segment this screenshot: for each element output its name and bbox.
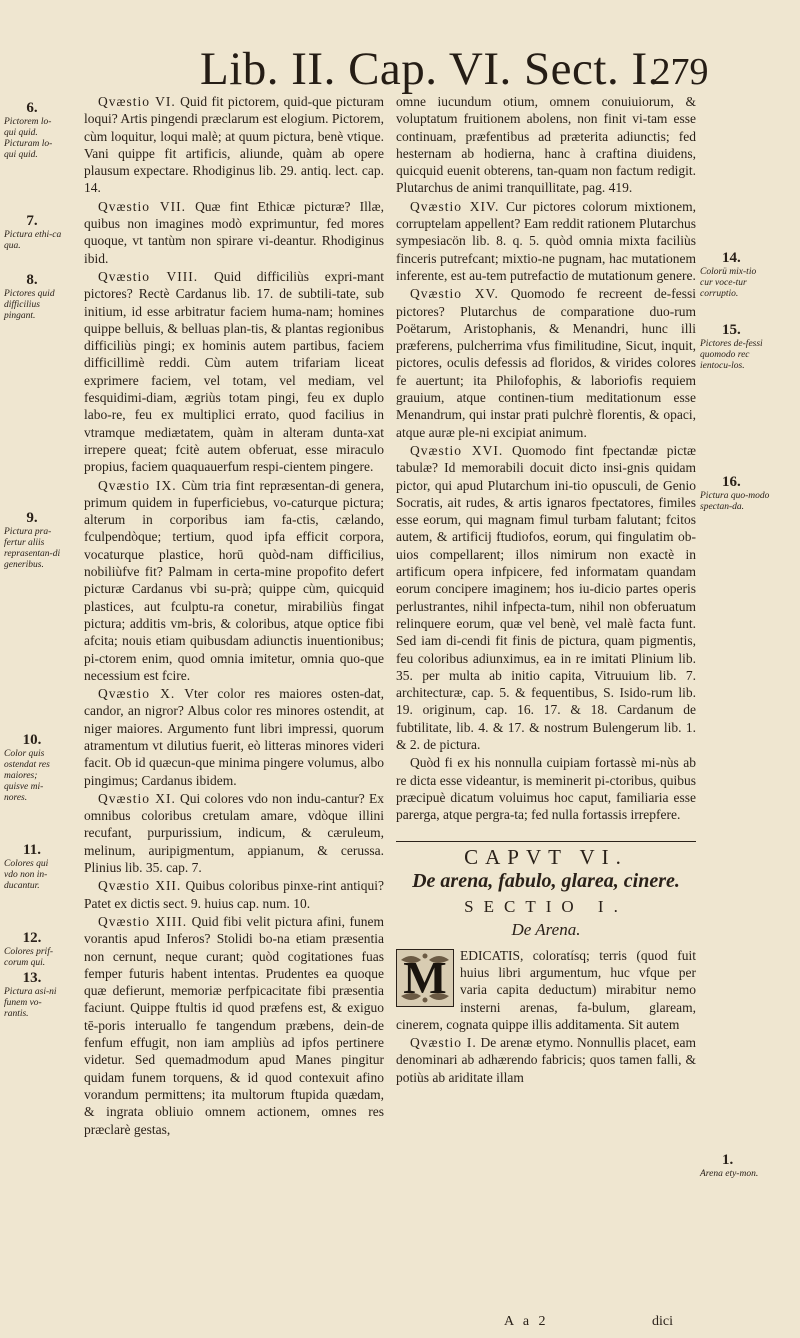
opening-paragraph: EDICATIS, coloratísq; terris (quod fuit huius libri argumentum, huc vfque per varia capita deductum) mirabitur nemo insterni arenas, fa-bulum, glaream, cinerem, cognata quippe illis additamenta. Sit autem [396, 947, 696, 1032]
continued-paragraph: omne iucundum otium, omnem conuiuiorum, & voluptatum fruitionem abolens, non finit vi-tam esse continuam, præfentibus ad præterita adiunctis; fed hesternam ab hodierna, hanc à craftina diuidens, quicquid euenit obterens, tan-quam non factum redigit. Plutarchus de animi tranquillitate, pag. 419. [396, 94, 696, 196]
question-paragraph: Qvæstio XIV. Cur pictores colorum mixtionem, corruptelam appellent? Eam reddit rationem Plutarchus sympesiacön lib. 8. q. 5. quòd omnia mixta faciliùs finceris putrefcant; mixtio-ne pugnam, hac mutationem inferente, est au-tem putrefactio de mutationum genere. [396, 198, 696, 283]
question-paragraph: Qvæstio X. Vter color res maiores osten-dat, candor, an nigror? Albus color res minores ostendit, at niger maiores. Argumento funt libri impressi, quorum atramentum vt dilutius fuerit, eò litteras minores videri facit. Ob id quæcun-que minima pingere volumus, albo pingimus; Cardanus ibidem. [84, 686, 384, 788]
margin-note-11: 11. Colores qui vdo non in-ducantur. [4, 842, 49, 891]
question-paragraph: Qvæstio XIII. Quid fibi velit pictura afini, funem vorantis apud Inferos? Stolidi bo-na etiam præsentia non cernunt, neque curant; quòd cogitationes fuas femper futuris habent intentas. Prudentes ea quoque quæ defierunt, memoriæ perfpicacitate fibi præsentia faciunt. Quippe ftultis id quod præfens est, & exiguo tē-poris interuallo fe tangendum præbens, dein-de fenfum effugit, non iam ampliùs ad ipfos pertinere videtur. Sed quemadmodum apud Manes pingitur quidam funem torquens, & id quod contexuit afino vorandum permittens; ita multorum ftupida quædam, & ingrata obliuio omnem actionem, omnes res præclarè gestas, [84, 913, 385, 1137]
margin-note-15: 15. Pictores de-fessi quomodo rec ientocu-los. [700, 322, 763, 371]
margin-note-6: 6. Pictorem lo-qui quid. Picturam lo-qui quid. [4, 100, 53, 160]
ornamental-dropcap [396, 949, 454, 1007]
question-paragraph: Qvæstio XI. Qui colores vdo non indu-cantur? Ex omnibus coloribus cretulam amare, vdòque illini recufant, purpurissium, indicum, & cæruleum, melinum, auripigmentum, appianum, & cerussa. Plinius lib. 35. cap. 7. [84, 790, 385, 876]
running-title: Lib. II. Cap. VI. Sect. I. [200, 43, 660, 95]
margin-note-12: 12. Colores prif-corum qui. [4, 930, 53, 968]
margin-note-arena: 1. Arena ety-mon. [700, 1152, 759, 1179]
margin-note-8: 8. Pictores quid difficilius pingant. [4, 272, 55, 321]
chapter-heading: CAPVT VI. [396, 841, 696, 866]
margin-note-13: 13. Pictura asi-ni funem vo-rantis. [4, 970, 57, 1019]
page-number: 279 [651, 51, 709, 93]
question-paragraph: Qvæstio XVI. Quomodo fint fpectandæ pictæ tabulæ? Id memorabili docuit dicto insi-gnis quidam pictor, qui apud Plutarchum ini-tio opusculi, de Genio Socratis, ait rudes, & artis ignaros fpectatores, fimiles esse eorum, qui magnam fimul turbam falutant; fcitos autem, & artificij ftudiofos, eorum, qui fingulatim ob-uios compellarent; illos nimirum non exactè in artificum opera infpicere, fed informatam quandam eorum concipere imaginem; hos iu-dicio partes operis perlustrantes, nihil infpecta-tum, nihil non obferuatum relinquere eorum, quæ vel benè, vel malè facta funt. Sed iam di-cendi fit finis de pictura, quam pigmentis, feu coloribus adiunximus, ea in re imitati Plinium lib. 35. per multa ab initio capita, Vitruuium lib. 7. architecturæ, cap. 5. & fequentibus, S. Isido-rum lib. 19. originum, cap. 16. 17. & 18. Cardanum de fubtilitate, lib. 4. & 17. & nostrum Bulengerum lib. 1. & 2. de pictura. [396, 442, 696, 752]
margin-note-10: 10. Color quis ostendat res maiores; quisve mi-nores. [4, 732, 50, 803]
question-paragraph: Qvæstio VI. Quid fit pictorem, quid-que picturam loqui? Artis pingendi præclarum est elogium. Pictorem, cùm loquitur, loqui malè; at quum pictura, benè vtique. Vani quippe fit artificis, aliunde, quàm ab opere plausum expectare. Rhodiginus lib. 29. antiq. lect. cap. 14. [84, 94, 385, 196]
section-title: De Arena. [511, 920, 581, 940]
margin-note-14: 14. Colorü mix-tio cur voce-tur corruptio. [700, 250, 757, 299]
question-paragraph: Qvæstio I. De arenæ etymo. Nonnullis placet, eam denominari ab adhærendo fabricis; quos tamen falli, & potiùs ab ariditate illam [396, 1035, 697, 1085]
margin-note-7: 7. Pictura ethi-ca qua. [4, 213, 62, 251]
closing-paragraph: Quòd fi ex his nonnulla cuipiam fortassè mi-nùs ab re dicta esse videantur, is meminerit pi-ctoribus, quibus præcipuè dicatum voluimus hoc caput, familiaria esse parerga, atque pergra-ta; fed nulla fortassis irrepfere. [396, 755, 696, 823]
question-paragraph: Qvæstio IX. Cùm tria fint repræsentan-di genera, primum quidem in fuperficiebus, vo-caturque pictura; alterum in corporibus iam fa-ctis, cælando, fculpendòque; tertium, quod ipfa efficit corpora, vocaturque plastice, horū quòd-nam difficilius, nobiliùfve fit? Palmam in certa-mine propofito defert picturæ Cardanus vbi su-prà; quippe cùm, quicquid plastices, aut fculptu-ra conetur, mirabiliùs fingat pictura; additis vm-bris, & coloribus, atque optice fibi afcita; nouis etiam quibusdam adiunctis inuentionibus; pi-ctorem enim, quod omnia imitetur, omnia quo-que necessium est fcire. [84, 477, 385, 683]
dropcap-letter: M [403, 951, 447, 1003]
signature-mark: A a 2 [504, 1314, 549, 1329]
margin-note-16: 16. Pictura quo-modo spectan-da. [700, 474, 770, 512]
question-paragraph: Qvæstio VIII. Quid difficiliùs expri-mant pictores? Rectè Cardanus lib. 17. de subtili-tate, sub initium, id esse arbitratur faciem huma-nam; homines quippe belluis, & belluas plan-tis, & plantas regionibus difficiliùs pingi; ex hominis autem partibus, faciem difficillimè reddi. Cùm autem trifariam liceat exprimere faciem, vel totam, vel mediam, vel fesquidimi-diam, ægriùs totam pingi, feu ex duplo labo-re, feu ex multiplici errato, quod facilius in vtramque mediætatem, quàm in alteram dunta-xat irrepere queat; fcitè autem obferuat, esse miraculo propius, faciem quaquauerfum respi-cientem pingere. [84, 268, 384, 475]
right-text-column [396, 93, 696, 1087]
margin-note-9: 9. Pictura pra-fertur aliis reprasentan-di generibus. [4, 510, 61, 570]
left-text-column [84, 93, 384, 1139]
question-paragraph: Qvæstio XII. Quibus coloribus pinxe-rint antiqui? Patet ex dictis sect. 9. huius cap. num. 10. [84, 878, 385, 911]
question-paragraph: Qvæstio VII. Quæ fint Ethicæ picturæ? Illæ, quibus non imagines modò exprimuntur, fed mores quoque, vt tantùm non spirare vi-deantur. Rhodiginus ibid. [84, 198, 385, 266]
chapter-subtitle: De arena, fabulo, glarea, cinere. [412, 869, 680, 892]
section-heading: SECTIO I. [464, 897, 628, 917]
question-paragraph: Qvæstio XV. Quomodo fe recreent de-fessi pictores? Plutarchus de comparatione duo-rum Poëtarum, Aristophanis, & Menandri, hunc illi præferens, pulcherrima vfus fimilitudine, Sicut, inquit, pictores, oculis defessis ad floridos, & virides colores fe auertunt; ita Philofophis, & laboriofis requiem grauium, atque continen-tium meditationum esse Menandrum, qui instar prati pulchrè florentis, & opaci, atque auræ ple-ni excipiat animum. [396, 286, 696, 440]
chapter-opening [396, 947, 696, 1086]
catchword: dici [652, 1314, 673, 1329]
